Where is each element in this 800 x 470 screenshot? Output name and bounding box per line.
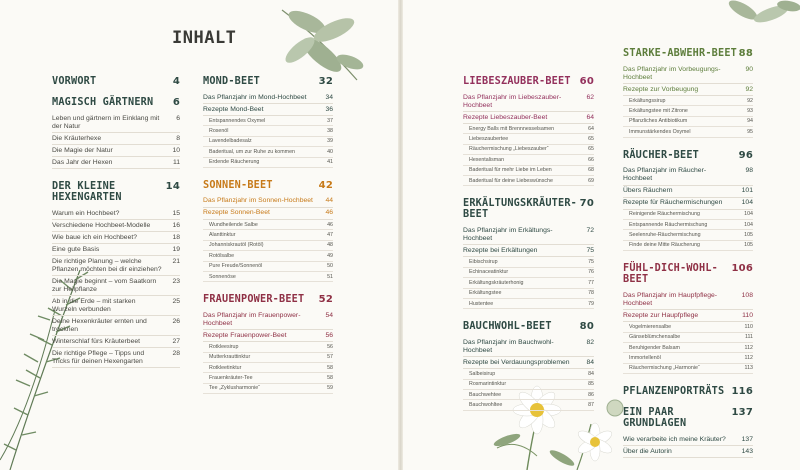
toc-page-number: 111: [744, 334, 753, 341]
toc-page-number: 68: [588, 167, 594, 174]
toc-entry: [52, 113, 180, 133]
toc-recipe-entry: [203, 353, 333, 363]
toc-entry-title: DER KLEINE HEXENGARTEN: [52, 181, 122, 203]
toc-entry-title: Rezepte Mond-Beet: [203, 105, 264, 113]
toc-entry-title: Hustentee: [469, 300, 494, 307]
toc-page-number: 28: [172, 349, 180, 357]
toc-entry-title: SONNEN-BEET: [203, 179, 273, 191]
toc-entry: [203, 330, 333, 342]
toc-page-number: 25: [172, 297, 180, 305]
toc-entry-title: Immunstärkendes Oxymel: [629, 128, 691, 135]
toc-entry-title: Eibischsirup: [469, 258, 498, 265]
toc-page-number: 38: [327, 127, 333, 134]
toc-entry-title: Rezepte zur Vorbeugung: [623, 85, 699, 93]
toc-entry: [623, 198, 753, 210]
toc-entry-title: Eine gute Basis: [52, 245, 100, 253]
toc-recipe-entry: [623, 210, 753, 220]
toc-entry-title: Vogelmierensalbe: [629, 323, 672, 330]
toc-entry: [52, 133, 180, 145]
toc-column-4: [623, 48, 753, 458]
toc-entry-title: Mutterkrauttinktur: [209, 354, 251, 361]
toc-entry-title: Das Pflanzjahr im Frauenpower-Hochbeet: [203, 311, 301, 327]
toc-entry: [203, 208, 333, 220]
toc-recipe-entry: [623, 333, 753, 343]
toc-recipe-entry: [203, 272, 333, 282]
toc-page-number: 40: [327, 148, 333, 155]
toc-entry-title: Rotölsalbe: [209, 252, 235, 259]
toc-page-number: 49: [327, 252, 333, 259]
toc-recipe-entry: [463, 390, 594, 400]
toc-recipe-entry: [623, 353, 753, 363]
toc-entry-title: Das Pflanzjahr im Erkältungs-Hochbeet: [463, 226, 553, 242]
toc-entry-title: Warum ein Hochbeet?: [52, 209, 120, 217]
toc-entry-title: Die Magie beginnt – vom Saatkorn zur Heilpflanze: [52, 277, 157, 293]
toc-recipe-entry: [623, 364, 753, 374]
toc-recipe-entry: [463, 400, 594, 410]
toc-entry-title: Lavendelbadesalz: [209, 138, 252, 145]
toc-entry-title: Pure Freude/Sonnenöl: [209, 263, 263, 270]
toc-page-number: 112: [744, 354, 753, 361]
toc-recipe-entry: [203, 126, 333, 136]
toc-entry: [463, 357, 594, 369]
toc-entry-title: Das Pflanzjahr im Räucher-Hochbeet: [623, 167, 707, 183]
toc-page-number: 23: [172, 277, 180, 285]
toc-entry-title: Das Pflanzjahr im Haupfpflege-Hochbeet: [623, 291, 718, 307]
toc-page-number: 48: [327, 242, 333, 249]
toc-entry: [623, 166, 753, 186]
toc-page-number: 18: [172, 233, 180, 241]
toc-page-number: 15: [172, 209, 180, 217]
toc-entry-title: Leben und gärtnern im Einklang mit der Natur: [52, 114, 160, 130]
toc-entry-title: Wundheilende Salbe: [209, 221, 258, 228]
toc-entry: [623, 290, 753, 310]
toc-entry: [623, 310, 753, 322]
toc-page-number: 106: [731, 263, 753, 275]
toc-entry-title: Deine Hexenkräuter ernten und trocknen: [52, 317, 147, 333]
toc-section-heading: [203, 180, 333, 191]
toc-entry-title: Das Pflanzjahr im Mond-Hochbeet: [203, 93, 307, 101]
toc-recipe-entry: [463, 380, 594, 390]
toc-recipe-entry: [203, 116, 333, 126]
toc-entry-title: Rosmarintinktur: [469, 381, 507, 388]
toc-page-number: 105: [744, 242, 753, 249]
toc-page-number: 104: [744, 221, 753, 228]
toc-entry-title: Rotkleetinktur: [209, 364, 242, 371]
toc-entry-title: Alanttinktur: [209, 231, 236, 238]
toc-entry-title: FÜHL-DICH-WOHL-BEET: [623, 263, 719, 286]
toc-recipe-entry: [203, 363, 333, 373]
toc-recipe-entry: [623, 117, 753, 127]
toc-recipe-entry: [463, 299, 594, 309]
toc-entry: [463, 92, 594, 112]
toc-entry-title: Rezepte bei Erkältungen: [463, 246, 538, 254]
toc-entry-title: Immortellenöl: [629, 354, 661, 361]
toc-page-number: 39: [327, 138, 333, 145]
toc-page-number: 86: [588, 391, 594, 398]
toc-page-number: 75: [586, 246, 594, 254]
toc-entry-title: Das Pflanzjahr im Vorbeugungs-Hochbeet: [623, 65, 721, 81]
toc-entry-title: BAUCHWOHL-BEET: [463, 321, 552, 333]
toc-page-number: 19: [172, 245, 180, 253]
toc-entry-title: Rotkleesirup: [209, 343, 239, 350]
toc-entry: [463, 337, 594, 357]
toc-column-2: [203, 76, 333, 394]
toc-entry-title: Die Kräuterhexe: [52, 134, 102, 142]
toc-page-number: 78: [588, 290, 594, 297]
toc-page-number: 93: [747, 107, 753, 114]
toc-entry-title: Das Pflanzjahr im Sonnen-Hochbeet: [203, 197, 313, 205]
toc-page-number: 77: [588, 279, 594, 286]
toc-page-number: 72: [586, 226, 594, 234]
toc-entry-title: Baderitual, um zur Ruhe zu kommen: [209, 148, 295, 155]
toc-page-number: 92: [745, 85, 753, 93]
toc-entry-title: Baderitual für mehr Liebe im Leben: [469, 167, 552, 174]
toc-entry: [52, 316, 180, 336]
toc-entry-title: Winterschlaf fürs Kräuterbeet: [52, 337, 141, 345]
toc-entry-title: Erkältungskräuterhonig: [469, 279, 524, 286]
page-title: INHALT: [172, 28, 237, 48]
toc-entry-title: Rezepte Liebeszauber-Beet: [463, 113, 548, 121]
toc-page-number: 64: [588, 125, 594, 132]
toc-page-number: 137: [741, 435, 753, 443]
toc-page-number: 75: [588, 258, 594, 265]
toc-entry-title: Baderitual für deine Liebeswünsche: [469, 177, 553, 184]
toc-recipe-entry: [623, 241, 753, 251]
toc-section-heading: [623, 48, 753, 59]
toc-entry-title: Reinigende Räuchermischung: [629, 211, 700, 218]
toc-column-3: [463, 76, 594, 411]
toc-entry-title: Tee „Zyklusharmonie“: [209, 385, 260, 392]
toc-page-number: 104: [741, 199, 753, 207]
toc-page-number: 44: [325, 197, 333, 205]
toc-entry-title: Rezepte bei Verdauungsproblemen: [463, 358, 570, 366]
toc-page-number: 11: [172, 158, 180, 166]
toc-page-number: 76: [588, 269, 594, 276]
toc-page-number: 6: [176, 114, 180, 122]
toc-page-number: 56: [327, 343, 333, 350]
toc-page-number: 137: [731, 407, 753, 419]
toc-recipe-entry: [463, 257, 594, 267]
toc-entry: [203, 92, 333, 104]
toc-entry: [52, 145, 180, 157]
toc-page-number: 110: [742, 311, 753, 319]
toc-page-number: 80: [579, 321, 594, 333]
toc-page-number: 27: [172, 337, 180, 345]
toc-page-number: 56: [325, 331, 333, 339]
toc-entry: [463, 225, 594, 245]
toc-section-heading: [623, 150, 753, 161]
toc-entry-title: Rezepte Sonnen-Beet: [203, 209, 270, 217]
toc-entry-title: Die richtige Pflege – Tipps und Tricks für deinen Hexengarten: [52, 349, 145, 365]
toc-recipe-entry: [623, 106, 753, 116]
toc-entry-title: Rosenöl: [209, 127, 229, 134]
toc-page-number: 85: [588, 381, 594, 388]
toc-page-number: 58: [327, 375, 333, 382]
toc-entry-title: Hexentalisman: [469, 156, 505, 163]
toc-page-number: 65: [588, 135, 594, 142]
toc-recipe-entry: [463, 145, 594, 155]
toc-page-number: 64: [586, 113, 594, 121]
toc-entry-title: Erkältungstee: [469, 290, 502, 297]
toc-page-number: 105: [744, 231, 753, 238]
toc-page-number: 10: [172, 146, 180, 154]
toc-page-number: 98: [745, 167, 753, 175]
toc-recipe-entry: [463, 278, 594, 288]
toc-page-number: 66: [588, 156, 594, 163]
toc-entry-title: Ab in die Erde – mit starken Wurzeln verbunden: [52, 297, 136, 313]
right-page: [401, 0, 800, 470]
toc-page-number: 58: [327, 364, 333, 371]
toc-entry-title: FRAUENPOWER-BEET: [203, 294, 305, 306]
toc-recipe-entry: [203, 384, 333, 394]
toc-recipe-entry: [623, 96, 753, 106]
toc-entry: [623, 84, 753, 96]
toc-entry-title: Das Pflanzjahr im Liebeszauber-Hochbeet: [463, 93, 562, 109]
toc-page-number: 84: [586, 358, 594, 366]
toc-section-heading: [623, 263, 753, 285]
toc-page-number: 32: [318, 76, 333, 87]
toc-entry: [203, 310, 333, 330]
toc-entry-title: Erkältungssirup: [629, 97, 666, 104]
toc-page-number: 41: [327, 159, 333, 166]
toc-entry: [52, 256, 180, 276]
toc-page-number: 57: [327, 354, 333, 361]
toc-recipe-entry: [463, 166, 594, 176]
toc-section-heading: [623, 407, 753, 429]
toc-entry-title: Salbeisirup: [469, 370, 496, 377]
toc-entry: [52, 348, 180, 368]
toc-page-number: 92: [747, 97, 753, 104]
toc-page-number: 8: [176, 134, 180, 142]
toc-recipe-entry: [463, 134, 594, 144]
toc-entry: [52, 220, 180, 232]
toc-recipe-entry: [203, 147, 333, 157]
toc-entry: [203, 196, 333, 208]
toc-entry: [463, 112, 594, 124]
toc-recipe-entry: [623, 343, 753, 353]
toc-recipe-entry: [623, 127, 753, 137]
toc-entry: [463, 245, 594, 257]
toc-entry-title: Erkältungstee mit Zitrone: [629, 107, 688, 114]
toc-entry: [52, 336, 180, 348]
toc-page-number: 37: [327, 117, 333, 124]
toc-page-number: 60: [579, 76, 594, 87]
toc-entry: [52, 296, 180, 316]
toc-page-number: 6: [172, 97, 180, 108]
toc-section-heading: [203, 76, 333, 87]
toc-section-heading: [463, 321, 594, 332]
toc-entry-title: MAGISCH GÄRTNERN: [52, 97, 154, 108]
toc-recipe-entry: [203, 241, 333, 251]
toc-entry: [52, 244, 180, 256]
toc-entry: [623, 434, 753, 446]
toc-page-number: 16: [172, 221, 180, 229]
toc-recipe-entry: [203, 220, 333, 230]
toc-entry: [52, 208, 180, 220]
toc-page-number: 46: [325, 209, 333, 217]
toc-entry-title: Entspannende Räuchermischung: [629, 221, 708, 228]
toc-entry-title: Übers Räuchern: [623, 187, 673, 195]
toc-page-number: 96: [738, 149, 753, 161]
toc-page-number: 79: [588, 300, 594, 307]
toc-section-heading: [52, 76, 180, 87]
toc-section-heading: [463, 76, 594, 87]
toc-entry-title: Die Magie der Natur: [52, 146, 113, 154]
toc-page-number: 110: [744, 323, 753, 330]
toc-section-heading: [52, 97, 180, 108]
toc-entry-title: Die richtige Planung – welche Pflanzen möchten bei dir einziehen?: [52, 257, 162, 273]
toc-page-number: 14: [165, 181, 180, 192]
toc-entry-title: Gänseblümchensalbe: [629, 334, 681, 341]
toc-section-heading: [203, 294, 333, 305]
toc-entry: [623, 186, 753, 198]
toc-entry-title: LIEBESZAUBER-BEET: [463, 76, 571, 87]
toc-recipe-entry: [463, 268, 594, 278]
toc-page-number: 108: [741, 291, 753, 299]
toc-page-number: 84: [588, 370, 594, 377]
toc-page-number: 36: [325, 105, 333, 113]
toc-page-number: 143: [741, 447, 753, 455]
left-page: [0, 0, 399, 470]
toc-entry-title: Sonnenöse: [209, 273, 236, 280]
toc-page-number: 94: [747, 118, 753, 125]
toc-entry-title: Echinaceatinktur: [469, 269, 509, 276]
toc-page-number: 4: [172, 76, 180, 87]
toc-recipe-entry: [463, 155, 594, 165]
toc-page-number: 52: [318, 294, 333, 306]
toc-page-number: 116: [731, 386, 753, 398]
toc-recipe-entry: [203, 342, 333, 352]
toc-entry-title: Über die Autorin: [623, 447, 672, 455]
toc-column-1: [52, 76, 180, 368]
toc-page-number: 82: [586, 338, 594, 346]
toc-recipe-entry: [203, 373, 333, 383]
toc-entry-title: Finde deine Mitte Räucherung: [629, 242, 700, 249]
toc-page-number: 34: [325, 93, 333, 101]
toc-page-number: 65: [588, 146, 594, 153]
toc-page-number: 26: [172, 317, 180, 325]
toc-page-number: 59: [327, 385, 333, 392]
toc-page-number: 46: [327, 221, 333, 228]
toc-page-number: 70: [579, 198, 594, 210]
toc-entry-title: Wie baue ich ein Hochbeet?: [52, 233, 138, 241]
toc-page-number: 69: [588, 177, 594, 184]
toc-entry: [52, 232, 180, 244]
toc-page-number: 104: [744, 211, 753, 218]
toc-entry-title: Bauchwehtee: [469, 391, 502, 398]
toc-entry-title: Räuchermischung „Harmonie“: [629, 365, 700, 372]
toc-page-number: 113: [744, 365, 753, 372]
toc-page-number: 95: [747, 128, 753, 135]
toc-entry-title: Beruhigender Balsam: [629, 344, 680, 351]
toc-entry-title: Pflanzliches Antibiotikum: [629, 118, 688, 125]
toc-entry-title: Das Jahr der Hexen: [52, 158, 113, 166]
toc-entry-title: RÄUCHER-BEET: [623, 149, 700, 161]
toc-entry-title: MOND-BEET: [203, 76, 261, 87]
toc-page-number: 101: [741, 187, 753, 195]
toc-entry-title: Verschiedene Hochbeet-Modelle: [52, 221, 151, 229]
toc-entry: [52, 157, 180, 169]
toc-entry: [623, 446, 753, 458]
corner-leaves-illustration: [723, 0, 800, 40]
toc-page-number: 21: [172, 257, 180, 265]
toc-recipe-entry: [203, 262, 333, 272]
toc-page-number: 51: [327, 273, 333, 280]
toc-entry-title: Frauenkräuter-Tee: [209, 375, 253, 382]
toc-entry-title: Bauchwohltee: [469, 402, 503, 409]
toc-section-heading: [52, 181, 180, 203]
toc-recipe-entry: [463, 369, 594, 379]
toc-entry-title: Rezepte Frauenpower-Beet: [203, 331, 287, 339]
toc-entry-title: PFLANZENPORTRÄTS: [623, 386, 725, 398]
toc-page-number: 87: [588, 402, 594, 409]
toc-entry-title: Entspannendes Oxymel: [209, 117, 266, 124]
toc-entry-title: Wie verarbeite ich meine Kräuter?: [623, 435, 726, 443]
toc-entry-title: Das Pflanzjahr im Bauchwohl-Hochbeet: [463, 338, 554, 354]
toc-recipe-entry: [463, 289, 594, 299]
toc-entry-title: STARKE-ABWEHR-BEET: [623, 48, 738, 59]
toc-entry-title: Energy Balls mit Brennnesselsamen: [469, 125, 555, 132]
toc-entry: [623, 64, 753, 84]
toc-entry-title: Liebeszaubertee: [469, 135, 509, 142]
toc-page-number: 90: [745, 65, 753, 73]
toc-page-number: 47: [327, 231, 333, 238]
toc-entry-title: Erdende Räucherung: [209, 159, 260, 166]
toc-entry: [52, 276, 180, 296]
toc-page-number: 50: [327, 263, 333, 270]
toc-entry-title: EIN PAAR GRUNDLAGEN: [623, 407, 687, 430]
toc-recipe-entry: [463, 176, 594, 186]
toc-recipe-entry: [203, 158, 333, 168]
toc-entry-title: Räuchermischung „Liebeszauber“: [469, 146, 549, 153]
toc-page-number: 42: [318, 179, 333, 191]
toc-entry-title: Rezepte zur Haupfpflege: [623, 311, 699, 319]
toc-section-heading: [463, 198, 594, 220]
toc-recipe-entry: [623, 322, 753, 332]
toc-recipe-entry: [463, 124, 594, 134]
toc-page-number: 112: [744, 344, 753, 351]
toc-entry-title: ERKÄLTUNGSKRÄUTER-BEET: [463, 198, 578, 221]
toc-section-heading: [623, 386, 753, 397]
toc-entry-title: Seelenruhe-Räuchermischung: [629, 231, 701, 238]
toc-entry-title: Rezepte für Räuchermischungen: [623, 199, 723, 207]
toc-entry-title: Johanniskrautöl (Rotöl): [209, 242, 264, 249]
toc-page-number: 62: [586, 93, 594, 101]
toc-page-number: 88: [738, 48, 753, 59]
toc-recipe-entry: [203, 230, 333, 240]
toc-recipe-entry: [623, 220, 753, 230]
toc-recipe-entry: [203, 251, 333, 261]
toc-page-number: 54: [325, 311, 333, 319]
toc-entry: [203, 104, 333, 116]
toc-entry-title: VORWORT: [52, 76, 97, 87]
toc-recipe-entry: [623, 230, 753, 240]
toc-recipe-entry: [203, 137, 333, 147]
